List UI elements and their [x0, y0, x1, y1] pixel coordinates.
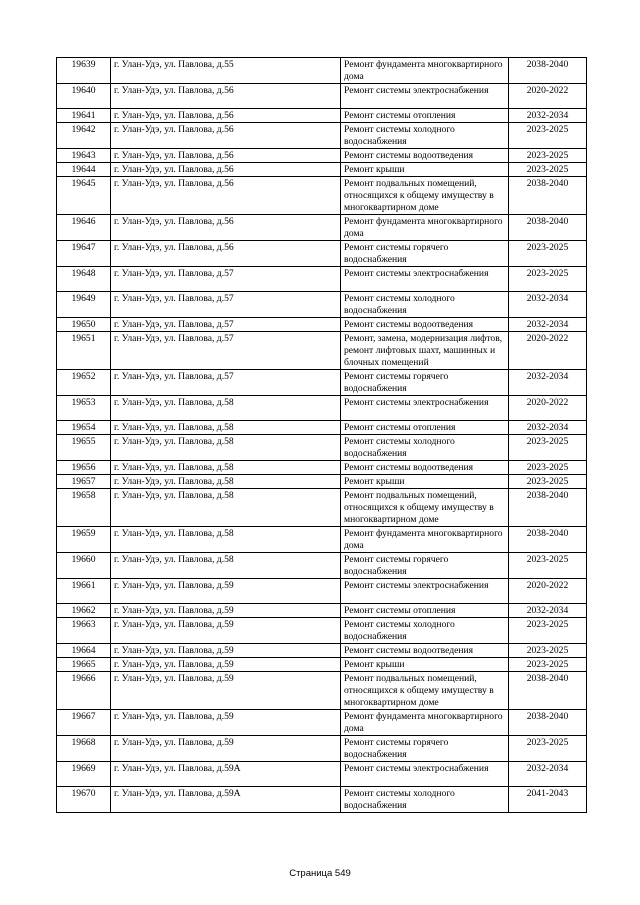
row-years: 2038-2040 — [509, 527, 587, 553]
row-number: 19666 — [57, 672, 111, 710]
row-number: 19654 — [57, 421, 111, 435]
row-years: 2032-2034 — [509, 292, 587, 318]
row-work-type: Ремонт системы электроснабжения — [341, 762, 509, 787]
row-years: 2023-2025 — [509, 123, 587, 149]
row-address: г. Улан-Удэ, ул. Павлова, д.59 — [111, 579, 341, 604]
row-years: 2023-2025 — [509, 644, 587, 658]
row-address: г. Улан-Удэ, ул. Павлова, д.56 — [111, 163, 341, 177]
table-row — [57, 736, 587, 762]
row-number: 19662 — [57, 604, 111, 618]
row-address: г. Улан-Удэ, ул. Павлова, д.58 — [111, 553, 341, 579]
row-number: 19646 — [57, 215, 111, 241]
table-row — [57, 787, 587, 813]
row-address: г. Улан-Удэ, ул. Павлова, д.59 — [111, 736, 341, 762]
row-number: 19658 — [57, 489, 111, 527]
table-row — [57, 435, 587, 461]
table-row — [57, 332, 587, 370]
row-number: 19652 — [57, 370, 111, 396]
row-years: 2038-2040 — [509, 672, 587, 710]
table-body — [57, 58, 587, 813]
row-number: 19657 — [57, 475, 111, 489]
repair-schedule-table — [56, 57, 587, 813]
row-years: 2023-2025 — [509, 461, 587, 475]
table-row — [57, 241, 587, 267]
row-address: г. Улан-Удэ, ул. Павлова, д.57 — [111, 370, 341, 396]
row-number: 19655 — [57, 435, 111, 461]
table-row — [57, 396, 587, 421]
row-address: г. Улан-Удэ, ул. Павлова, д.58 — [111, 489, 341, 527]
table-row — [57, 489, 587, 527]
table-row — [57, 710, 587, 736]
table-row — [57, 177, 587, 215]
table-row — [57, 579, 587, 604]
row-address: г. Улан-Удэ, ул. Павлова, д.57 — [111, 292, 341, 318]
row-years: 2032-2034 — [509, 762, 587, 787]
row-number: 19640 — [57, 84, 111, 109]
row-address: г. Улан-Удэ, ул. Павлова, д.56 — [111, 149, 341, 163]
row-years: 2038-2040 — [509, 58, 587, 84]
row-address: г. Улан-Удэ, ул. Павлова, д.57 — [111, 332, 341, 370]
row-work-type: Ремонт фундамента многоквартирного дома — [341, 710, 509, 736]
table-row — [57, 215, 587, 241]
row-address: г. Улан-Удэ, ул. Павлова, д.59А — [111, 762, 341, 787]
row-address: г. Улан-Удэ, ул. Павлова, д.56 — [111, 215, 341, 241]
row-years: 2023-2025 — [509, 553, 587, 579]
row-work-type: Ремонт подвальных помещений, относящихся к общему имуществу в многоквартирном доме — [341, 177, 509, 215]
row-number: 19647 — [57, 241, 111, 267]
row-years: 2020-2022 — [509, 84, 587, 109]
table-row — [57, 553, 587, 579]
row-number: 19642 — [57, 123, 111, 149]
table-row — [57, 618, 587, 644]
table-row — [57, 604, 587, 618]
table-row — [57, 527, 587, 553]
row-number: 19644 — [57, 163, 111, 177]
row-years: 2023-2025 — [509, 618, 587, 644]
table-row — [57, 149, 587, 163]
row-years: 2023-2025 — [509, 163, 587, 177]
row-work-type: Ремонт системы холодного водоснабжения — [341, 123, 509, 149]
row-years: 2023-2025 — [509, 736, 587, 762]
row-number: 19661 — [57, 579, 111, 604]
row-address: г. Улан-Удэ, ул. Павлова, д.59 — [111, 644, 341, 658]
table-row — [57, 461, 587, 475]
row-work-type: Ремонт системы холодного водоснабжения — [341, 292, 509, 318]
row-address: г. Улан-Удэ, ул. Павлова, д.59 — [111, 672, 341, 710]
row-number: 19641 — [57, 109, 111, 123]
row-work-type: Ремонт системы водоотведения — [341, 644, 509, 658]
table-row — [57, 58, 587, 84]
row-number: 19656 — [57, 461, 111, 475]
row-work-type: Ремонт системы электроснабжения — [341, 84, 509, 109]
row-years: 2041-2043 — [509, 787, 587, 813]
row-address: г. Улан-Удэ, ул. Павлова, д.59А — [111, 787, 341, 813]
row-number: 19667 — [57, 710, 111, 736]
row-work-type: Ремонт системы холодного водоснабжения — [341, 435, 509, 461]
row-work-type: Ремонт системы водоотведения — [341, 149, 509, 163]
row-work-type: Ремонт системы отопления — [341, 421, 509, 435]
row-number: 19668 — [57, 736, 111, 762]
row-number: 19670 — [57, 787, 111, 813]
row-work-type: Ремонт системы горячего водоснабжения — [341, 736, 509, 762]
row-years: 2038-2040 — [509, 177, 587, 215]
row-work-type: Ремонт крыши — [341, 475, 509, 489]
row-address: г. Улан-Удэ, ул. Павлова, д.59 — [111, 710, 341, 736]
row-address: г. Улан-Удэ, ул. Павлова, д.56 — [111, 177, 341, 215]
row-address: г. Улан-Удэ, ул. Павлова, д.58 — [111, 461, 341, 475]
row-address: г. Улан-Удэ, ул. Павлова, д.56 — [111, 109, 341, 123]
row-years: 2020-2022 — [509, 396, 587, 421]
row-work-type: Ремонт системы горячего водоснабжения — [341, 370, 509, 396]
row-years: 2023-2025 — [509, 475, 587, 489]
row-number: 19648 — [57, 267, 111, 292]
row-number: 19665 — [57, 658, 111, 672]
row-number: 19650 — [57, 318, 111, 332]
row-address: г. Улан-Удэ, ул. Павлова, д.59 — [111, 618, 341, 644]
row-number: 19664 — [57, 644, 111, 658]
row-number: 19669 — [57, 762, 111, 787]
row-years: 2023-2025 — [509, 149, 587, 163]
row-years: 2038-2040 — [509, 215, 587, 241]
row-years: 2020-2022 — [509, 332, 587, 370]
table-row — [57, 644, 587, 658]
table-row — [57, 109, 587, 123]
row-address: г. Улан-Удэ, ул. Павлова, д.58 — [111, 527, 341, 553]
row-address: г. Улан-Удэ, ул. Павлова, д.58 — [111, 421, 341, 435]
row-work-type: Ремонт системы водоотведения — [341, 461, 509, 475]
table-row — [57, 163, 587, 177]
table-row — [57, 475, 587, 489]
row-years: 2023-2025 — [509, 267, 587, 292]
row-address: г. Улан-Удэ, ул. Павлова, д.59 — [111, 658, 341, 672]
row-work-type: Ремонт подвальных помещений, относящихся к общему имуществу в многоквартирном доме — [341, 489, 509, 527]
row-number: 19649 — [57, 292, 111, 318]
table-row — [57, 762, 587, 787]
table-row — [57, 267, 587, 292]
row-number: 19651 — [57, 332, 111, 370]
table-row — [57, 318, 587, 332]
row-address: г. Улан-Удэ, ул. Павлова, д.58 — [111, 396, 341, 421]
row-work-type: Ремонт системы отопления — [341, 604, 509, 618]
row-work-type: Ремонт системы отопления — [341, 109, 509, 123]
row-years: 2023-2025 — [509, 435, 587, 461]
row-years: 2038-2040 — [509, 710, 587, 736]
row-work-type: Ремонт крыши — [341, 658, 509, 672]
row-years: 2023-2025 — [509, 241, 587, 267]
row-work-type: Ремонт системы холодного водоснабжения — [341, 618, 509, 644]
row-number: 19659 — [57, 527, 111, 553]
row-years: 2032-2034 — [509, 370, 587, 396]
row-years: 2038-2040 — [509, 489, 587, 527]
page-number: Страница 549 — [289, 868, 351, 879]
row-work-type: Ремонт системы электроснабжения — [341, 267, 509, 292]
row-address: г. Улан-Удэ, ул. Павлова, д.55 — [111, 58, 341, 84]
table-row — [57, 672, 587, 710]
row-address: г. Улан-Удэ, ул. Павлова, д.56 — [111, 123, 341, 149]
table-row — [57, 370, 587, 396]
row-work-type: Ремонт системы горячего водоснабжения — [341, 553, 509, 579]
row-number: 19639 — [57, 58, 111, 84]
table-row — [57, 292, 587, 318]
row-work-type: Ремонт фундамента многоквартирного дома — [341, 527, 509, 553]
row-number: 19653 — [57, 396, 111, 421]
row-work-type: Ремонт системы электроснабжения — [341, 396, 509, 421]
row-address: г. Улан-Удэ, ул. Павлова, д.59 — [111, 604, 341, 618]
row-work-type: Ремонт системы водоотведения — [341, 318, 509, 332]
row-number: 19660 — [57, 553, 111, 579]
row-work-type: Ремонт фундамента многоквартирного дома — [341, 58, 509, 84]
row-work-type: Ремонт, замена, модернизация лифтов, ремонт лифтовых шахт, машинных и блочных помещений — [341, 332, 509, 370]
row-address: г. Улан-Удэ, ул. Павлова, д.58 — [111, 475, 341, 489]
table-row — [57, 421, 587, 435]
row-number: 19645 — [57, 177, 111, 215]
row-years: 2032-2034 — [509, 318, 587, 332]
row-address: г. Улан-Удэ, ул. Павлова, д.57 — [111, 267, 341, 292]
row-years: 2023-2025 — [509, 658, 587, 672]
row-work-type: Ремонт системы холодного водоснабжения — [341, 787, 509, 813]
row-number: 19663 — [57, 618, 111, 644]
row-work-type: Ремонт системы горячего водоснабжения — [341, 241, 509, 267]
row-address: г. Улан-Удэ, ул. Павлова, д.56 — [111, 241, 341, 267]
row-years: 2032-2034 — [509, 109, 587, 123]
row-work-type: Ремонт подвальных помещений, относящихся к общему имуществу в многоквартирном доме — [341, 672, 509, 710]
row-number: 19643 — [57, 149, 111, 163]
row-address: г. Улан-Удэ, ул. Павлова, д.56 — [111, 84, 341, 109]
row-years: 2032-2034 — [509, 421, 587, 435]
row-address: г. Улан-Удэ, ул. Павлова, д.57 — [111, 318, 341, 332]
row-years: 2020-2022 — [509, 579, 587, 604]
table-row — [57, 84, 587, 109]
row-work-type: Ремонт крыши — [341, 163, 509, 177]
table-row — [57, 123, 587, 149]
row-years: 2032-2034 — [509, 604, 587, 618]
row-address: г. Улан-Удэ, ул. Павлова, д.58 — [111, 435, 341, 461]
row-work-type: Ремонт фундамента многоквартирного дома — [341, 215, 509, 241]
table-row — [57, 658, 587, 672]
row-work-type: Ремонт системы электроснабжения — [341, 579, 509, 604]
